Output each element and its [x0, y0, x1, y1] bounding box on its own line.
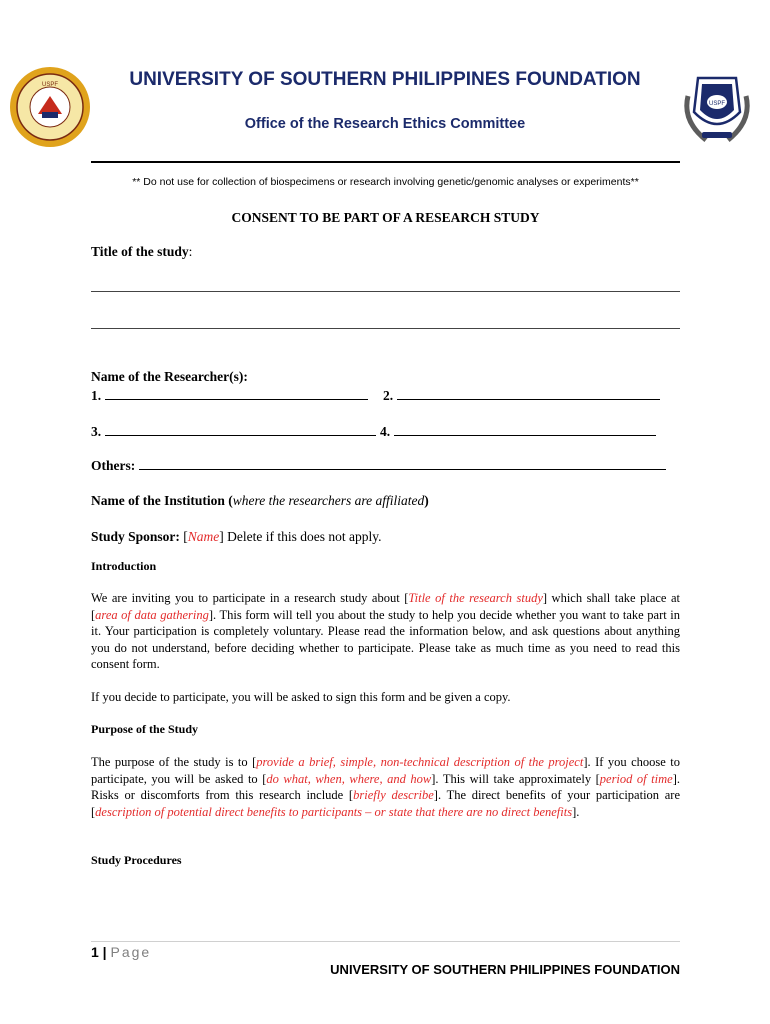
footer-university: UNIVERSITY OF SOUTHERN PHILIPPINES FOUNDATION [330, 962, 680, 977]
institution-label: Name of the Institution ( [91, 493, 233, 508]
researcher-row-4 [380, 423, 656, 440]
university-title: UNIVERSITY OF SOUTHERN PHILIPPINES FOUNDATION [129, 69, 641, 90]
procedures-heading: Study Procedures [91, 853, 182, 867]
office-subtitle: Office of the Research Ethics Committee [244, 116, 526, 132]
page-number-value: 1 [91, 944, 99, 960]
researcher-4-number: 4. [380, 424, 391, 439]
introduction-paragraph [91, 590, 680, 673]
researcher-1-number: 1. [91, 388, 102, 403]
page-separator: | [98, 944, 111, 960]
purpose-text-2: ]. If you choose to participate, you will be asked to [ [91, 755, 680, 786]
footer-divider [91, 941, 680, 942]
sponsor-note: ] Delete if this does not apply. [219, 529, 382, 544]
purpose-heading: Purpose of the Study [91, 722, 199, 736]
sponsor-row [91, 529, 382, 545]
purpose-text-5: ]. The direct benefits of your participation are [ [91, 788, 681, 819]
study-title-text: Title of the study [91, 244, 189, 259]
researcher-row-3 [91, 423, 376, 440]
others-label: Others: [91, 458, 136, 473]
purpose-text-3: ]. This will take approximately [ [431, 771, 600, 786]
researcher-2-field[interactable] [397, 387, 660, 400]
purpose-placeholder-time: period of time [599, 771, 673, 786]
researcher-2-number: 2. [383, 388, 394, 403]
study-title-line-1[interactable] [91, 291, 680, 292]
sponsor-name-placeholder: Name [187, 529, 220, 544]
purpose-text-4: ]. Risks or discomforts from this research include [ [91, 771, 680, 802]
intro-placeholder-area: area of data gathering [95, 607, 209, 622]
sponsor-open: [ [183, 529, 188, 544]
page-number [91, 944, 151, 960]
purpose-text-1: The purpose of the study is to [ [91, 755, 257, 769]
institution-note: where the researchers are affiliated [232, 493, 425, 508]
study-title-label [91, 244, 192, 260]
intro-placeholder-title: Title of the research study [408, 591, 543, 605]
institution-row [91, 493, 429, 509]
purpose-paragraph [91, 754, 680, 820]
study-title-colon: : [188, 244, 193, 259]
usage-notice: ** Do not use for collection of biospecimens or research involving genetic/genomic analyses or experiments** [132, 176, 639, 188]
researchers-label: Name of the Researcher(s): [91, 369, 248, 384]
purpose-placeholder-description: provide a brief, simple, non-technical description of the project [256, 755, 584, 769]
purpose-placeholder-benefits: description of potential direct benefits to participants – or state that there are no direct benefits [95, 804, 573, 819]
intro-text-1: We are inviting you to participate in a research study about [ [91, 591, 409, 605]
copy-paragraph: If you decide to participate, you will be asked to sign this form and be given a copy. [91, 690, 511, 704]
researcher-4-field[interactable] [394, 423, 656, 436]
purpose-placeholder-activities: do what, when, where, and how [266, 771, 432, 786]
others-field[interactable] [139, 457, 666, 470]
purpose-text-6: ]. [572, 804, 580, 819]
committee-seal-logo [676, 66, 758, 148]
svg-text:USPF: USPF [708, 101, 726, 107]
researcher-3-field[interactable] [105, 423, 376, 436]
university-seal-logo [8, 66, 92, 148]
study-title-line-2[interactable] [91, 328, 680, 329]
purpose-placeholder-risks: briefly describe [353, 788, 434, 802]
institution-close: ) [424, 493, 429, 508]
introduction-heading: Introduction [91, 559, 157, 573]
sponsor-label: Study Sponsor: [91, 529, 180, 544]
researcher-row-1 [91, 387, 368, 404]
page-word: Page [110, 944, 152, 960]
form-title: CONSENT TO BE PART OF A RESEARCH STUDY [231, 210, 540, 225]
researcher-1-field[interactable] [105, 387, 368, 400]
researcher-3-number: 3. [91, 424, 102, 439]
researcher-row-2 [383, 387, 660, 404]
intro-text-2: ] which shall take place at [ [91, 591, 681, 622]
intro-text-3: ]. This form will tell you about the study to help you decide whether you want to take part in it. Your participation is completely voluntary. Please read the information below, and ask questions about anything you do not understand, before deciding whether to participate. Please take as much time as you need to read this consent form. [91, 607, 680, 671]
others-row [91, 457, 666, 474]
svg-text:USPF: USPF [41, 82, 59, 88]
header-divider [91, 161, 680, 163]
